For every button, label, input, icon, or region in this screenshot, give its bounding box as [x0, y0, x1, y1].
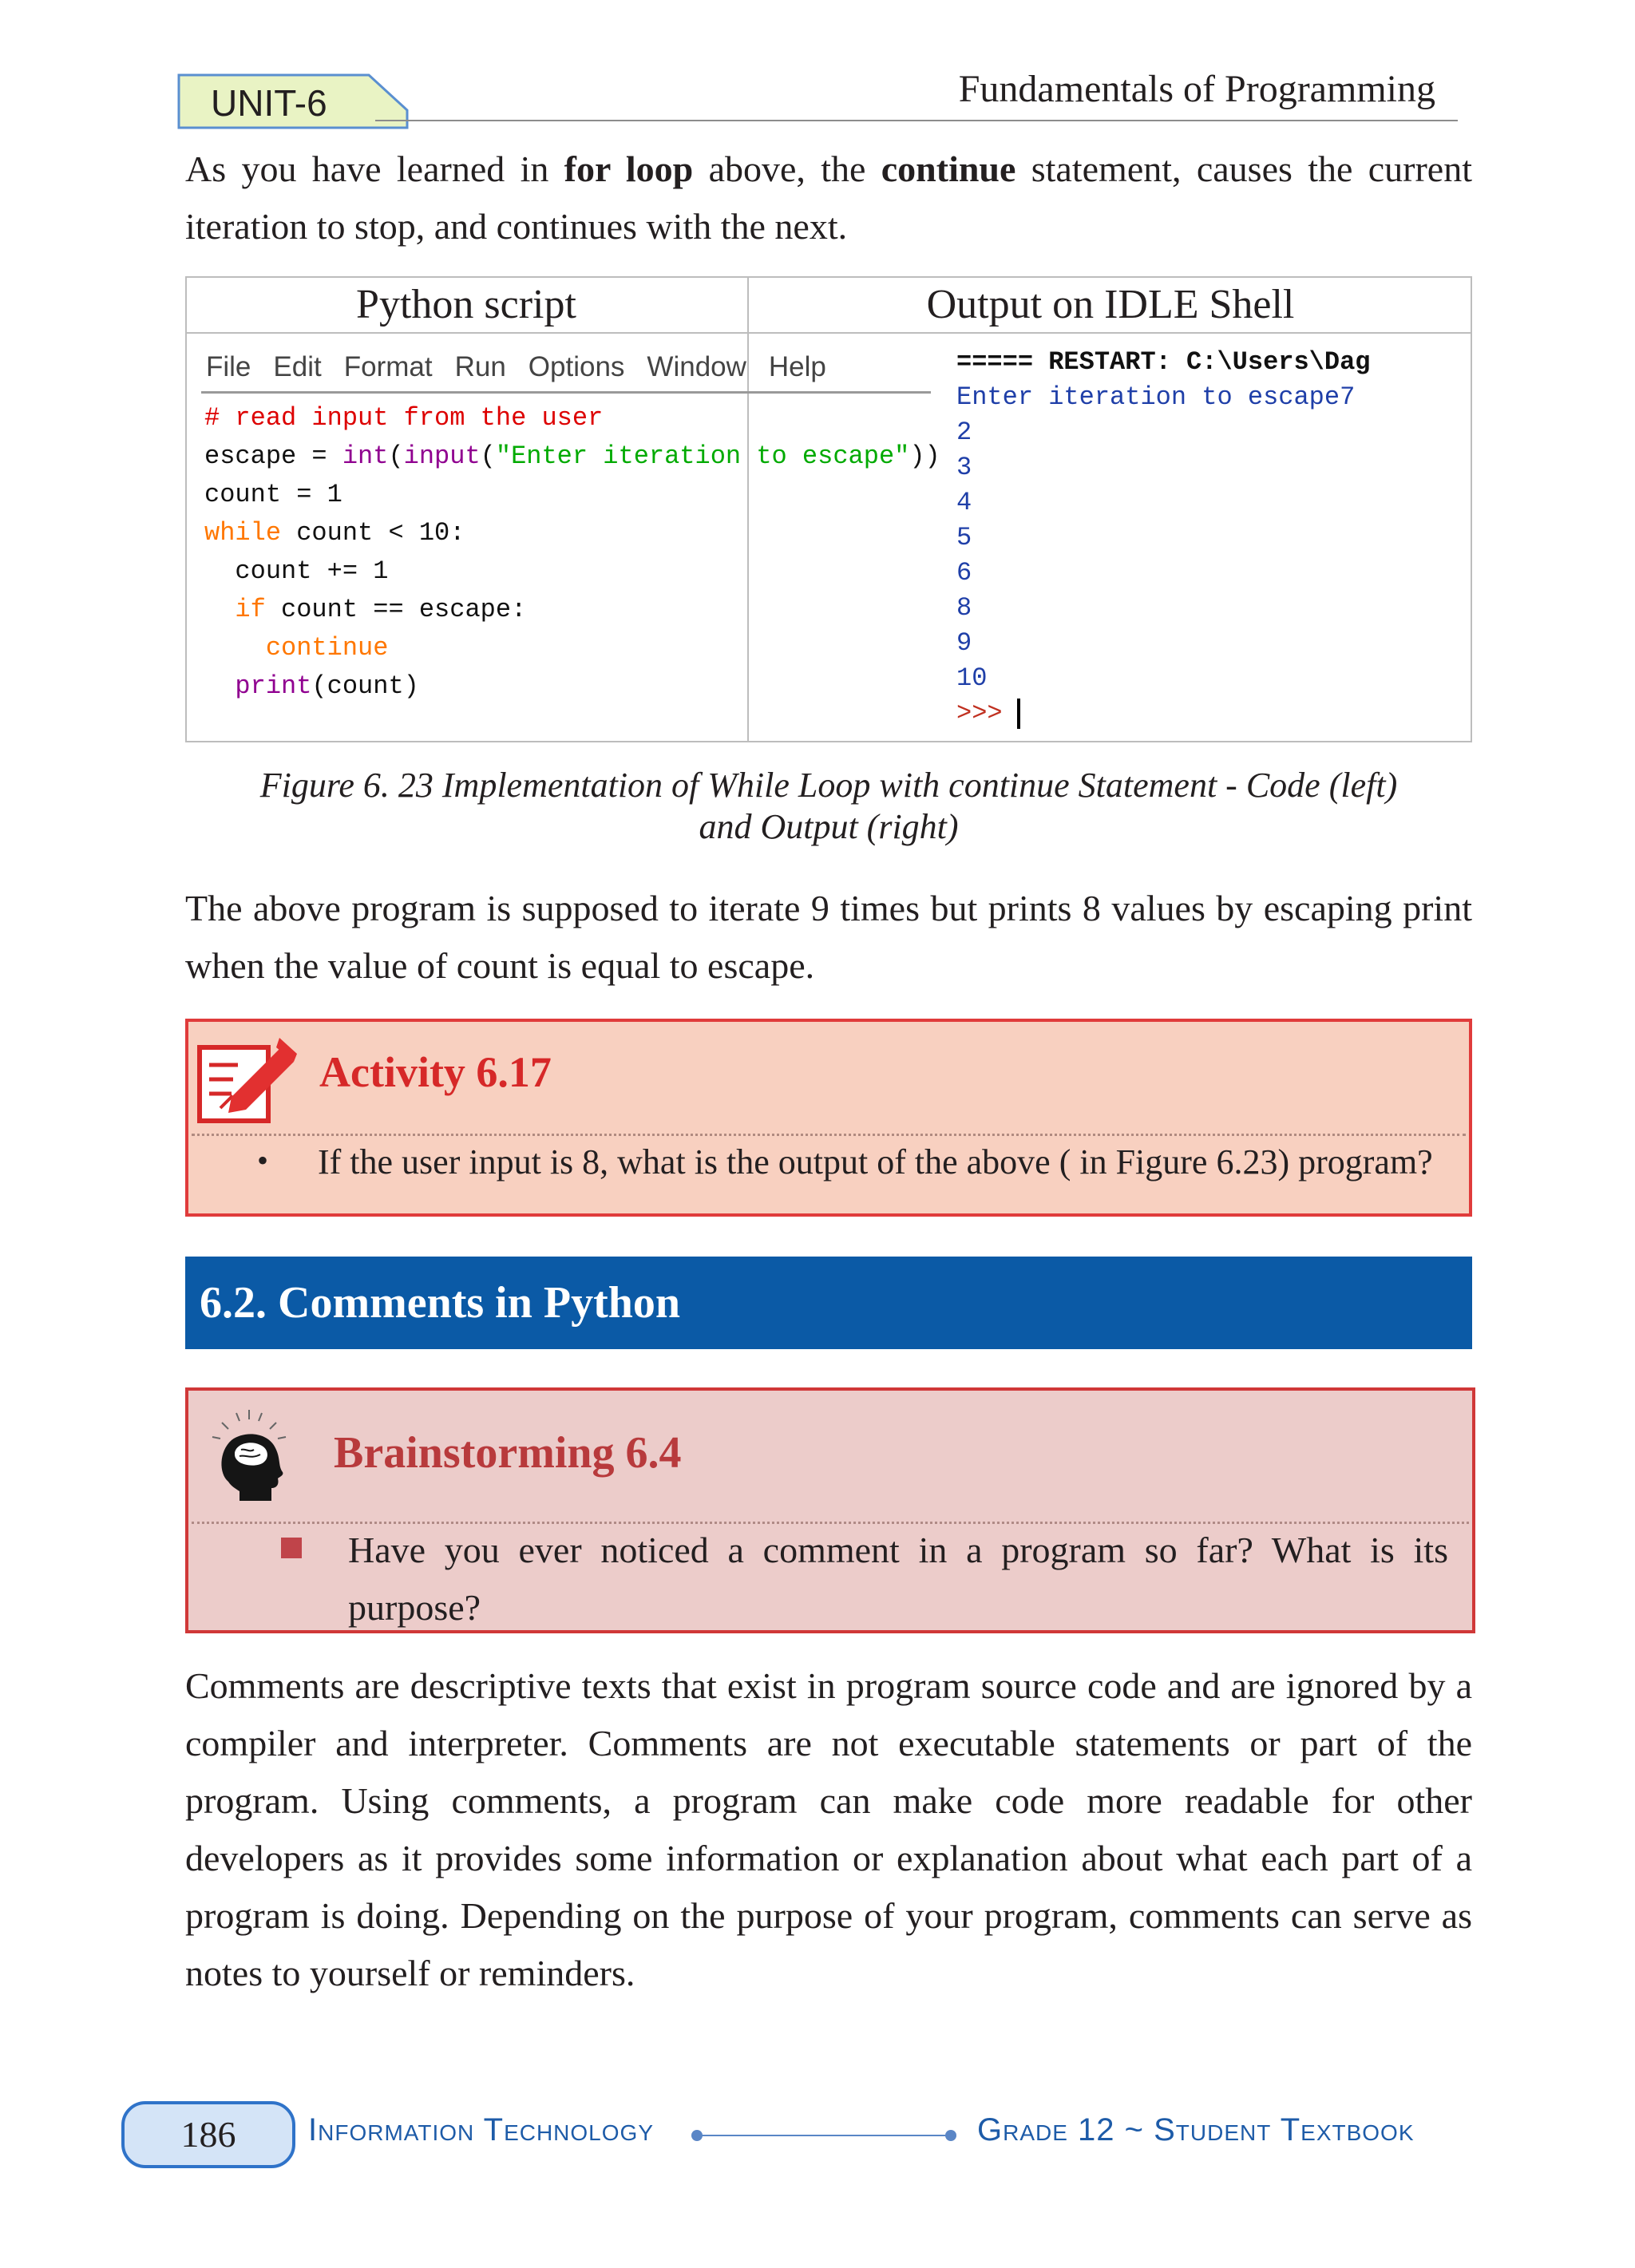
footer-line	[696, 2135, 950, 2136]
code-token: count = 1	[204, 480, 342, 509]
shell-input-line: Enter iteration to escape7	[956, 382, 1356, 412]
unit-label: UNIT-6	[211, 82, 327, 124]
code-builtin: int	[342, 441, 389, 471]
code-keyword: continue	[204, 633, 389, 663]
code-line-1	[204, 399, 603, 437]
code-line-8	[204, 667, 419, 706]
figure-caption-line-1: Figure 6. 23 Implementation of While Loop with continue Statement - Code (left)	[259, 766, 1398, 805]
figure-column-divider	[747, 276, 749, 742]
shell-restart-line: ===== RESTART: C:\Users\Dag	[956, 347, 1371, 377]
shell-output-value: 2	[956, 418, 972, 447]
explanation-paragraph: The above program is supposed to iterate 9 times but prints 8 values by escaping print when the value of count is equal to escape.	[185, 888, 1472, 986]
menu-window: Window	[647, 351, 746, 382]
header-title: Fundamentals of Programming	[958, 68, 1435, 110]
footer-grade: Grade 12 ~ Student Textbook	[977, 2112, 1415, 2147]
shell-output-value: 3	[956, 453, 972, 482]
unit-tab	[177, 73, 409, 129]
brainstorm-question: Have you ever noticed a comment in a program so far? What is its purpose?	[348, 1530, 1448, 1628]
intro-paragraph	[185, 141, 1472, 255]
intro-bold-for-loop: for loop	[564, 148, 694, 189]
code-token: count == escape:	[265, 595, 527, 624]
code-builtin: input	[403, 441, 481, 471]
code-token: ))	[909, 441, 940, 471]
activity-icon	[196, 1030, 300, 1126]
intro-bold-continue: continue	[881, 148, 1016, 189]
column-header-script: Python script	[356, 282, 576, 327]
idle-menu-bar	[206, 351, 849, 383]
code-token: (count)	[311, 671, 419, 701]
menu-help: Help	[768, 351, 826, 382]
brainstorm-bullet-icon	[281, 1538, 302, 1558]
brain-head-icon	[204, 1408, 294, 1507]
code-token: (	[388, 441, 404, 471]
shell-output-value: 6	[956, 558, 972, 588]
menu-file: File	[206, 351, 251, 382]
intro-text-1: As you have learned in	[185, 148, 564, 189]
code-line-5	[204, 552, 388, 591]
menu-rule	[201, 391, 931, 394]
code-token: count += 1	[204, 556, 389, 586]
code-comment: # read input from the user	[204, 403, 604, 433]
menu-options: Options	[528, 351, 625, 382]
shell-output-value: 4	[956, 488, 972, 517]
code-keyword: while	[204, 518, 282, 548]
section-title: 6.2. Comments in Python	[200, 1278, 681, 1328]
menu-format: Format	[343, 351, 433, 382]
code-line-7	[204, 629, 388, 667]
figure-header-divider	[185, 332, 1472, 334]
code-line-4	[204, 514, 465, 552]
comments-paragraph: Comments are descriptive texts that exist in program source code and are ignored by a compiler and interpreter. Comments are not executable statements or part of the program. Using comments, a program can make code more readable for other developers as it provides some information or explanation about what each part of a program is doing. Depending on the purpose of your program, comments can serve as notes to yourself or reminders.	[185, 1665, 1472, 1993]
shell-output-value: 9	[956, 628, 972, 658]
page-number: 186	[180, 2114, 236, 2155]
intro-text-2: above, the	[693, 148, 881, 189]
code-token: escape =	[204, 441, 342, 471]
shell-output-value: 10	[956, 663, 988, 693]
figure-caption-line-2: and Output (right)	[699, 807, 959, 846]
code-token: count < 10:	[281, 518, 465, 548]
shell-prompt-line	[956, 696, 1020, 731]
menu-run: Run	[454, 351, 506, 382]
column-header-output: Output on IDLE Shell	[926, 282, 1295, 327]
menu-edit: Edit	[273, 351, 322, 382]
intro-text-3: statement, causes the current iteration to stop, and continues with the next.	[185, 148, 1472, 247]
text-cursor	[1017, 699, 1020, 729]
shell-output-value: 5	[956, 523, 972, 552]
brainstorm-title: Brainstorming 6.4	[334, 1428, 682, 1478]
activity-title: Activity 6.17	[319, 1048, 552, 1096]
code-line-6	[204, 591, 526, 629]
footer-line-dot	[945, 2130, 956, 2141]
code-builtin: print	[204, 671, 312, 701]
code-line-2	[204, 437, 940, 476]
figure-caption	[185, 765, 1472, 848]
code-string: "Enter iteration to escape"	[495, 441, 910, 471]
activity-bullet: •	[257, 1142, 269, 1178]
code-token: (	[480, 441, 496, 471]
code-line-3	[204, 476, 342, 514]
activity-question: If the user input is 8, what is the output of the above ( in Figure 6.23) program?	[318, 1142, 1433, 1181]
shell-prompt: >>>	[956, 699, 1003, 728]
shell-output-value: 8	[956, 593, 972, 623]
header-rule	[375, 120, 1458, 121]
code-keyword: if	[204, 595, 266, 624]
activity-divider	[192, 1134, 1466, 1136]
footer-subject: Information Technology	[308, 2112, 654, 2147]
